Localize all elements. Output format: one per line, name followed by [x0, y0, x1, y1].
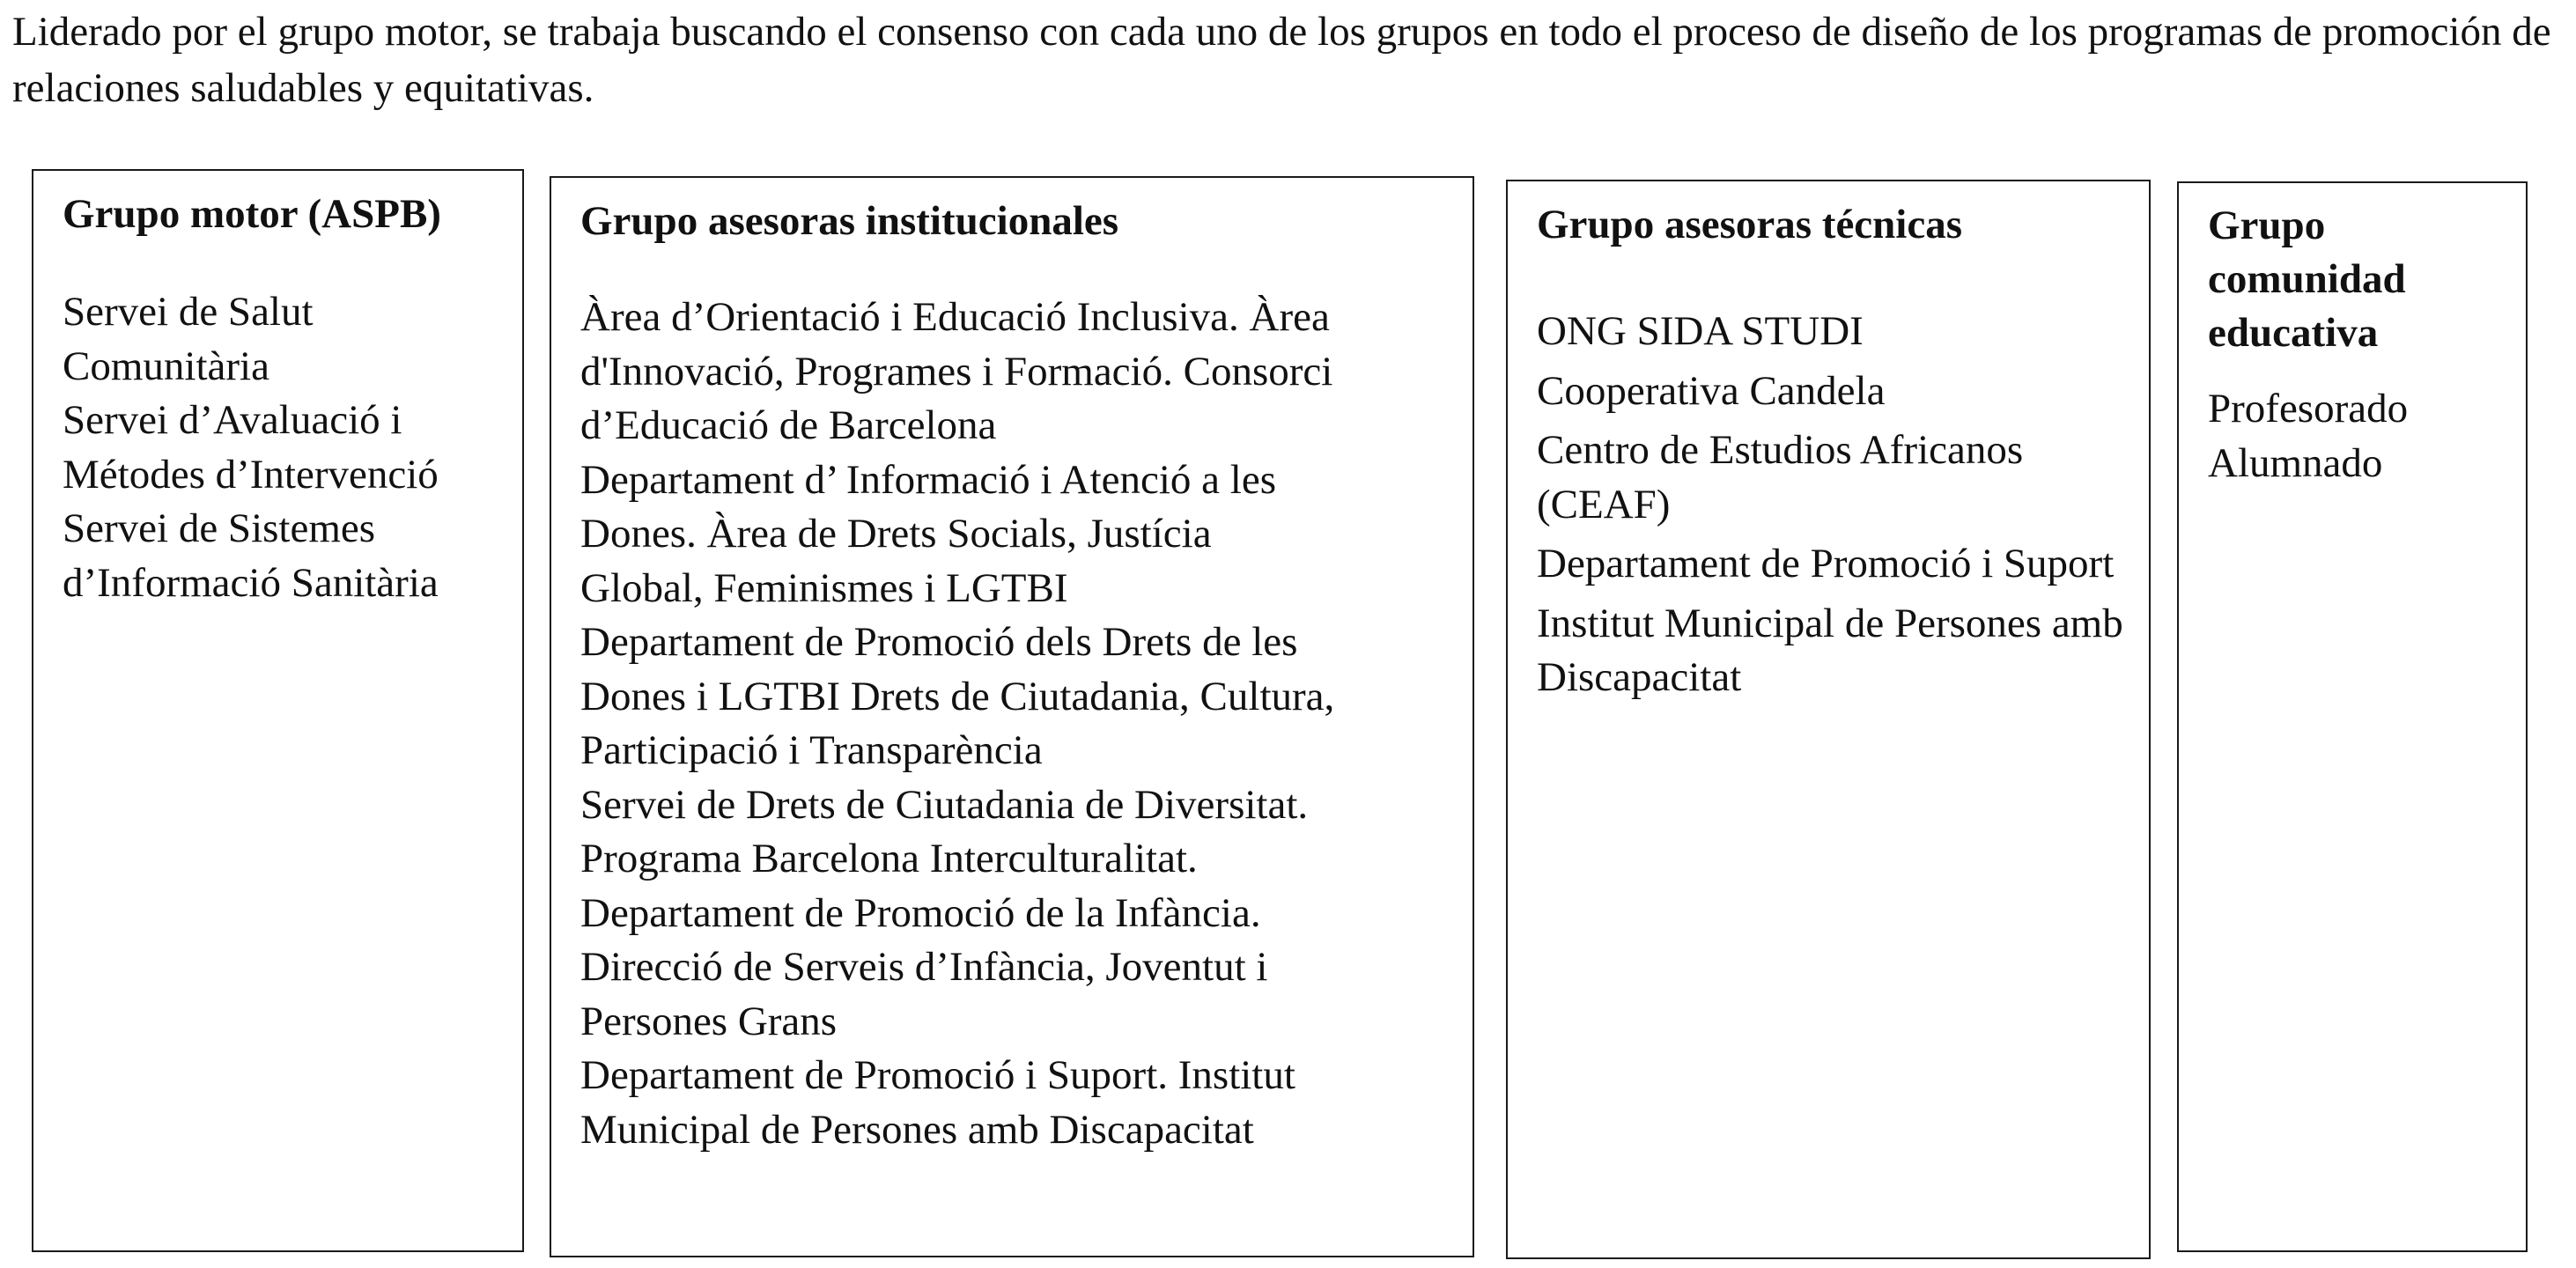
- list-item: Servei de Drets de Ciutadania de Diversitat.: [580, 781, 1309, 828]
- group-list-motor: [63, 285, 439, 610]
- group-list-tecnicas: [1537, 305, 2149, 711]
- list-item: Servei de Sistemes: [63, 505, 376, 551]
- group-box-motor: [32, 169, 524, 1252]
- list-item: Servei d’Avaluació i: [63, 397, 402, 443]
- list-item: Departament de Promoció de la Infància.: [580, 889, 1261, 936]
- list-item: d’Informació Sanitària: [63, 559, 439, 606]
- list-item: Persones Grans: [580, 998, 838, 1044]
- group-title-tecnicas: Grupo asesoras técnicas: [1537, 202, 1963, 247]
- group-box-comunidad: [2177, 181, 2528, 1252]
- list-item: Centro de Estudios Africanos (CEAF): [1537, 427, 2024, 527]
- list-item: Programa Barcelona Interculturalitat.: [580, 836, 1198, 881]
- list-item: Global, Feminismes i LGTBI: [580, 564, 1068, 611]
- list-item: Comunitària: [63, 343, 269, 389]
- list-item: Municipal de Persones amb Discapacitat: [580, 1106, 1254, 1153]
- list-item: Profesorado: [2208, 386, 2409, 431]
- group-list-institucionales: [580, 291, 1334, 1157]
- group-list-comunidad: [2208, 382, 2408, 490]
- list-item: Cooperativa Candela: [1537, 367, 1886, 414]
- list-item: Dones. Àrea de Drets Socials, Justícia: [580, 511, 1212, 557]
- list-item: Àrea d’Orientació i Educació Inclusiva. Àrea: [580, 294, 1330, 340]
- list-item: Departament de Promoció dels Drets de les: [580, 619, 1298, 665]
- list-item: Alumnado: [2208, 439, 2383, 486]
- group-title-comunidad: Grupo comunidad educativa: [2208, 203, 2406, 356]
- intro-paragraph: Liderado por el grupo motor, se trabaja buscando el consenso con cada uno de los grupos en todo el proceso de diseño de los programas de promoción de relaciones saludables y equitativas.: [12, 9, 2551, 111]
- group-box-tecnicas: [1506, 180, 2151, 1259]
- group-box-institucionales: [550, 176, 1474, 1257]
- list-item: Servei de Salut: [63, 289, 314, 335]
- list-item: Institut Municipal de Persones amb Discapacitat: [1537, 600, 2123, 700]
- list-item: Departament de Promoció i Suport: [1537, 541, 2115, 586]
- list-item: Métodes d’Intervenció: [63, 451, 439, 498]
- group-title-institucionales: Grupo asesoras institucionales: [580, 198, 1119, 244]
- list-item: Departament de Promoció i Suport. Institut: [580, 1052, 1295, 1098]
- list-item: Participació i Transparència: [580, 727, 1043, 773]
- list-item: d’Educació de Barcelona: [580, 402, 997, 448]
- list-item: Dones i LGTBI Drets de Ciutadania, Cultura,: [580, 673, 1335, 719]
- group-title-motor: Grupo motor (ASPB): [63, 191, 441, 237]
- list-item: ONG SIDA STUDI: [1537, 308, 1864, 354]
- list-item: d'Innovació, Programes i Formació. Consorci: [580, 348, 1333, 394]
- list-item: Departament d’ Informació i Atenció a les: [580, 456, 1276, 503]
- list-item: Direcció de Serveis d’Infància, Joventut i: [580, 944, 1268, 990]
